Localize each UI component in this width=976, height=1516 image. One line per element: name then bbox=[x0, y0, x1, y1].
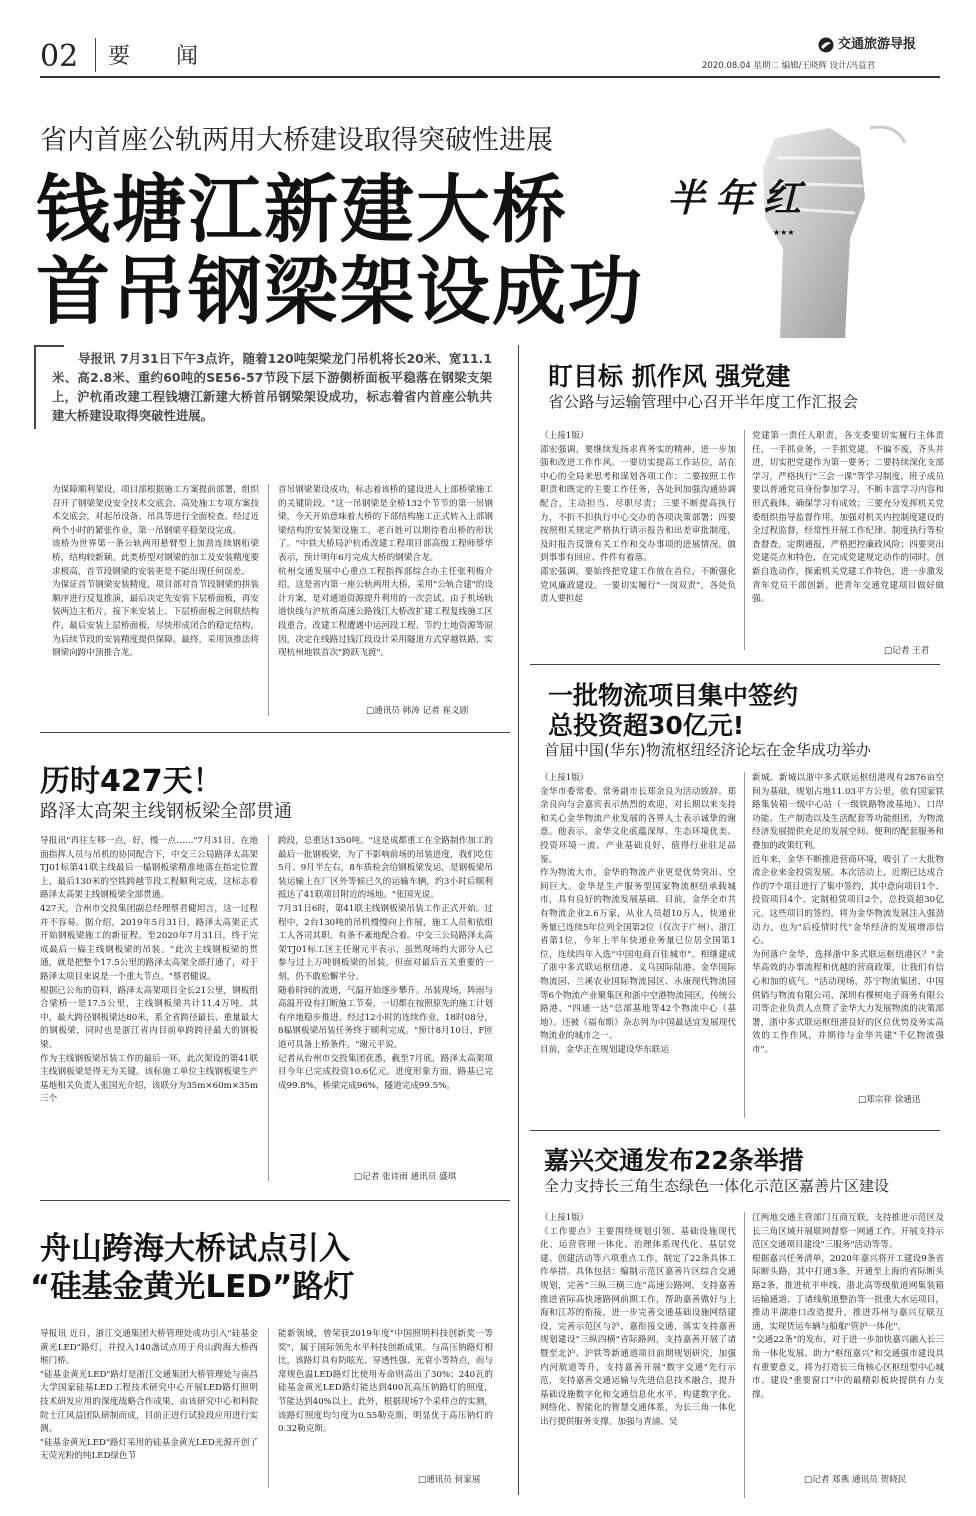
story4-credit: □记者 王君 bbox=[884, 646, 930, 656]
story5-title-line2: 总投资超30亿元! bbox=[548, 711, 745, 740]
lead-col-divider bbox=[268, 484, 269, 716]
story6-col1: （上接1版） 《工作要点》主要围绕规划引领、基础设施现代化、运营管理一体化、治理体系现代化、基层党建、创建活动等六项重点工作，制定了22条具体工作举措。具体包括：编制示范区嘉善片区综合交通规划，完善"三纵三横三连"高速公路网，支持嘉善推进省际高快速路网前期工作，帮助嘉善做好与上海和江苏的衔接，进一步完善交通基础设施网络建设，完善示范区与沪、嘉衔接交通，落实支持嘉善规划建设"三纵四横"省际路网，支持嘉善开展了诸暨至北沪、沪铁等新通道项目前期规划研究，加强内河航道等升，支持嘉善开展"数字交通"先行示范，支持嘉善交通运输与先进信息技术融合，提升基础设施数字化和交通信息化水平，构建数字化、网络化、智能化的智慧交通体系，为长三角一体化出行提供服务支撑。加强与青浦、吴 bbox=[540, 1213, 736, 1427]
brand-name: 交通旅游导报 bbox=[838, 37, 917, 52]
story5-credit: □郑宗祥 徐通迅 bbox=[858, 1095, 921, 1105]
half-year-red-badge bbox=[655, 108, 940, 338]
story3-col1: 导报讯 近日，浙江交通集团大桥管理处成功引入"硅基金黄光LED"路灯，并投入140盏试点用于舟山跨海大桥西堠门桥。 "硅基金黄光LED"路灯是浙江交通集团大桥管理处与南昌大学国家硅基LED工程技术研究中心开展LED路灯照明技术研发应用的深度战略合作成果，由该研究中心和科院院士江风益团队研制而成，目前正进行试验段应用进行实测。 "硅基金黄光LED"路灯采用的硅基金黄光LED光源开创了无荧光粉的纯LED绿色节 bbox=[40, 1329, 258, 1462]
story3-credit: □通讯员 何家展 bbox=[418, 1475, 481, 1485]
lead-credit: □通讯员 韩涛 记者 崔义剧 bbox=[366, 706, 469, 716]
story5-bottom-rule bbox=[530, 1130, 940, 1131]
story2-col2: 跨段，总重达1350吨。"这是成都重工在全路制作加工的最后一批钢板梁，为了不影响前场的吊装进度，我们吃住5月、9月半左右，8车质检会给钢板梁发运，是钢板梁吊装运输上在厂区外等候已久的运输车辆，约3小时后顺利抵达了41联项目附近的场地。"张国光说。 7月31日6时，第41联主线钢板梁吊装工作正式开始。过程中，2台130吨的吊机慢慢向上作展，施工人员和依组工人各司其职，有条不紊地配合着。中交三公局路泽太高架TJ01标工区主任谢元平表示，虽然现场约大部分人已参与过上万吨钢板梁的吊装，但面对最后五关重要的一刻，仍不敢松懈半分。 随着时间的流逝，气温开始逐步攀升。吊装现场，阵雨与高温开设有打断施工节奏，一切都在按照原先的施工计划有序地稳步推进。经过12小时的连续作业，18时08分，8榀钢板梁吊装任务终于顺利完成。"预计8月10日，F匝道可具备上桥条件。"谢元平说。 记者从台州市交投集团获悉，截至7月底，路泽太高架项目今年已完成投资10.6亿元。进度形象方面，路基已完成99.8%，桥梁完成96%，隧道完成99.5%。 bbox=[278, 836, 493, 1091]
story2-title: 历时427天！ bbox=[40, 764, 223, 799]
header-divider bbox=[95, 38, 96, 72]
lead-title-line1: 钱塘江新建大桥 bbox=[36, 167, 568, 253]
dateline: 2020.08.04 星期二 编辑/王晓辉 设计/冯益君 bbox=[702, 61, 876, 71]
intro-bracket-left bbox=[34, 345, 36, 429]
story2-bottom-rule bbox=[40, 1200, 510, 1201]
brand-logo-icon bbox=[818, 37, 834, 53]
story4-subtitle: 省公路与运输管理中心召开半年度工作汇报会 bbox=[548, 393, 859, 411]
page-number: 02 bbox=[40, 39, 79, 74]
story4-col1: （上接1版） 邵宏强调，要继续发扬求真务实的精神，进一步加强和改进工作作风。一要切实提高工作站位，站在中心的全局来思考和谋划各项工作；二要按照工作职责和既定的主要工作任务，各处间加强沟通协调配合，主动担当、尽职尽责；三要不断提高执行力，不折不扣执行中心交办的各项决策部署；四要按照相关规定严格执行请示报告和出差审批制度，及时报告反馈有关工作和交办事项的进展情况，做到事事有回应、件件有着落。 邵宏强调，要始终把党建工作放在首位，不断强化党风廉政建设。一要切实履行"一岗双责"，各处负责人要担起 bbox=[540, 431, 736, 605]
story6-title: 嘉兴交通发布22条举措 bbox=[544, 1146, 804, 1175]
story5-col1: （上接1版） 金华市委常委、常务副市长郑余良为活动致辞。郑余良向与会嘉宾表示热烈的欢迎，对长期以来支持和关心金华物流产业发展的各界人士表示诚挚的谢意。他表示，金华文化底蕴深厚、生态环境优美、投资环境一流、产业基础良好，值得行业驻足品鉴。 作为物流大市，金华的物流产业更是优势突出、空间巨大。金华是生产服务型国家物流枢纽承载城市，具有良好的物流发展基础。目前，金华全市共有物流企业2.6万家，从业人员超10万人，快递业务量已连续5年位列全国第2位（仅次于广州）、浙江省第1位，今年上半年快递业务量已位居全国第1位，连续四年入选"中国电商百佳城市"。相继建成了浙中多式联运枢纽港、义乌国际陆港、金华国际物流园、兰溪农业国际物流园区、永康现代物流园等6个物流产业聚集区和浙中空港物流园区，传统公路港、"四通一达"总部基地等42个物流中心（基地）。还被《福布斯》杂志列为中国最适宜发展现代物流业的城市之一。 目前，金华正在规划建设华东联运 bbox=[540, 773, 736, 1055]
header-rule bbox=[40, 76, 940, 78]
story4-col2: 党建第一责任人职责，各支委要切实履行主体责任，一手抓业务，一手抓党建，不偏不废，齐头并进，切实把党建作为第一要务；二要持续深化支部学习，严格执行"三会一课"等学习制度，班子成员要以普通党员身份参加学习，不断丰富学习内容和形式载体，确保学习有成效；三要充分发挥机关党委组织指导监督作用，加强对机关内控制度建设的全过程监督，经常性开展工作纪律、制度执行等检查督查，定期通报，严格把控廉政风险；四要突出党建亮点和特色，在完成党建规定动作的同时，创新自选动作，探索机关党建工作特色，进一步激发青年党员干部创新，把青年交通党建项目做好做强。 bbox=[752, 431, 944, 605]
lead-kicker: 省内首座公轨两用大桥建设取得突破性进展 bbox=[40, 125, 553, 156]
story6-subtitle: 全力支持长三角生态绿色一体化示范区嘉善片区建设 bbox=[544, 1177, 890, 1195]
story6-col-divider bbox=[744, 1212, 745, 1498]
lead-title-line2: 首吊钢梁架设成功 bbox=[36, 249, 644, 335]
page-header bbox=[0, 0, 976, 90]
story2-subtitle: 路泽太高架主线钢板梁全部贯通 bbox=[40, 801, 292, 822]
intro-bracket-top bbox=[34, 345, 64, 347]
badge-text: 半年红 bbox=[667, 175, 812, 220]
section-name: 要 闻 bbox=[108, 44, 211, 69]
story6-credit: □记者 郑燕 通讯员 贺晓民 bbox=[804, 1475, 907, 1485]
lead-col1: 为保障顺利架设，项目部根据施工方案提前部署，组织召开了钢梁架设安全技术交底会、高处施工专项方案技术交底会，对起吊设备、吊具等进行全面检查。经过近两个小时的紧张作业，第一吊钢梁平稳架设完成。 该桥为世界第一条公轨两用悬臂型上加劲连续钢桁梁桥，结构较新颖。此类桥型对钢梁的加工及安装精度要求极高，首节段钢梁的安装更是不能出现任何误差。 为保证首节钢梁安装精度，项目部对首节段钢梁的拼装顺序进行反复推演，最后决定先安装下层桥面板，再安装两边主桁片，接下来安装上、下层桥面板之间联结构件，最后安装上层桥面板，尽快形成闭合的稳定结构，为后续节段的安装精度提供保障。最终，采用顶推法将钢梁向跨中顶推合龙。 bbox=[52, 485, 259, 659]
story5-subtitle: 首届中国(华东)物流枢纽经济论坛在金华成功举办 bbox=[544, 741, 871, 759]
story3-col2: 能新领域，曾荣获2019年度"中国照明科技创新奖一等奖"，属于国际领先水平科技创新成果。与高压钠路灯相比，该路灯具有防眩光、穿透性强、光衰小等特点，而与常规色温LED路灯比使用寿命则高出了30%；240瓦的硅基金黄光LED路灯能达到400瓦高压钠路灯的照度，节能达到40%以上。此外，根据现场7个采样点的实测，该路灯照度均匀度为0.55勒克斯，明显优于高压钠灯的0.32勒克斯。 bbox=[278, 1329, 493, 1435]
story3-title-line1: 舟山跨海大桥试点引入 bbox=[40, 1231, 350, 1267]
story4-title: 盯目标 抓作风 强党建 bbox=[548, 362, 791, 391]
page-column-divider bbox=[518, 345, 519, 1495]
story3-col-divider bbox=[268, 1328, 269, 1488]
lead-col2: 首吊钢梁架设成功，标志着该桥的建设进入上部桥梁施工的关键阶段。"这一吊钢梁是全桥132个节节的第一吊钢梁，今天开始意味着大桥的下部结构施工正式转入上部钢梁结构的安装架设施工，老百姓可以期待看出桥的形状了。"中铁大桥局沪杭甬改建工程项目部高级工程师蔡华表示，预计明年6月完成大桥的钢梁合龙。 杭州交通发展中心重点工程指挥部综合办主任张利梅介绍，这是省内第一座公轨两用大桥，采用"公轨合建"的设计方案，是对通道资源提升利用的一次尝试。由于机场轨道快线与沪杭甬高速公路钱江大桥改扩建工程复线施工区段重合，改建工程遭遇中运河段工程、节约土地资源等原因，决定在线路过钱江段设计采用隧道方式穿越铁路，实现杭州地铁首次"跨跃飞渡"。 bbox=[278, 485, 493, 659]
raised-fist-icon bbox=[655, 108, 940, 338]
story3-title-line2: “硅基金黄光LED”路灯 bbox=[30, 1269, 355, 1305]
story4-bottom-rule bbox=[530, 664, 940, 665]
lead-bottom-rule bbox=[40, 732, 510, 733]
lead-intro: 导报讯 7月31日下午3点许，随着120吨架梁龙门吊机将长20米、宽11.1米、高2.8米、重约60吨的SE56-57节段下层下游侧桥面板平稳落在钢梁支架上，沪杭甬改建工程钱塘江新建大桥首吊钢梁架设成功，标志着省内首座公轨共建大桥建设取得突破性进展。 bbox=[52, 351, 492, 423]
story5-col2: 新城。新城以浙中多式联运枢纽港现有2876亩空间为基础，规划占地11.03平方公里，依有国家铁路集装箱一级中心站（一级铁路物流基地）、口岸功能、生产制造以及生活配套等功能组团，为物流经济发展提供充足的发展空间、便利的配套服务和叠加的政策红利。 近年来，金华不断推进营商环境，吸引了一大批物流企业来金投资发展。本次活动上，近期已达成合作的7个项目进行了集中签约，其中意向项目1个、投资项目4个、定制租赁项目2个，总投资超30亿元。这些项目的签约，将为金华物流发展注入强劲动力，也为"后疫情时代"金华经济的发展增添信心。 为何落户金华，选择浙中多式联运枢纽港区？"金华高效的办事流程和优越的营商政策，让我们有信心和加的底气。"活动现场，苏宁物流集团、中国供销与物流有限公司、深圳有棵树电子商务有限公司等企业负责人点赞了金华大力发展物流的决策部署，浙中多式联运枢纽港良好的区位优势及务实高效的工作作风，并期待与金华共建"千亿物流强市"。 bbox=[752, 773, 944, 1055]
story5-title-line1: 一批物流项目集中签约 bbox=[548, 681, 799, 710]
story6-col2: 江两地交通主管部门互商互联，支持推进示范区及长三角区域开展联网督察一网通工作。开展支持示范区交通项目建设"三服务"活动等等。 根据嘉兴任务清单，2020年嘉兴将开工建设9条省际断头路，其中打通3条，开通至上海的省际断头路2条，推进杭平申线、浙北高等级航道网集装箱运输通道、丁诸线航道整治等一批重大水运项目，推动平湖港口改造提升，推进苏州与嘉兴互联互通，实现货运车辆与船舶"管护一体化"。 "交通22条"的发布，对于进一步加快嘉兴融入长三角一体化发展、助力"枢纽嘉兴"和交通强市建设具有重要意义，将为打造长三角核心区枢纽型中心城市、建设"重要窗口"中的最精彩板块提供有力支撑。 bbox=[752, 1213, 944, 1400]
story2-col-divider bbox=[268, 835, 269, 1181]
story4-col-divider bbox=[744, 430, 745, 650]
badge-stars: ★★★ bbox=[773, 228, 795, 237]
story5-col-divider bbox=[744, 772, 745, 1118]
story2-credit: □记者 张诗雨 通讯员 盛琪 bbox=[354, 1172, 457, 1182]
story2-col1: 导报讯"再往左移一点，好，慢一点……"7月31日，在地面指挥人员与吊机的协同配合下，中交三公局路泽太高架TJ01标第41联主线最后一榀钢板梁精准地落在指定位置上，最后130米的空铁跨越节段工程顺利完成，这标志着路泽太高架主线钢板梁全部贯通。 427天，合州市交投集团副总经理蔡君健坦言，这一过程并不容易。据介绍，2019年5月31日，路泽太高架正式开始钢板梁施工的新征程。至2020年7月31日，终于完成最后一榀主线钢板梁的吊装。"此次主线钢板梁的贯通，就是把整个17.5公里的路泽太高架全部打通了，对于路泽太项目来说是一个重大节点。"蔡君健说。 根据已公布的资料，路泽太高架项目全长21公里，钢板组合梁桥一是17.5公里，主线钢板梁共计11.4万吨。其中，最大跨径钢板梁达80米，系全省跨径最长、重量最大的钢板梁，同时也是浙江省内目前单跨跨径最大的钢板梁。 作为主线钢板梁吊装工作的最后一环，此次架设的第41联主线钢板梁是得无为关键。该标施工单位主线钢板梁生产基地相关负责人张国光介绍，该联分为35m×60m×35m三个 bbox=[40, 836, 258, 1105]
